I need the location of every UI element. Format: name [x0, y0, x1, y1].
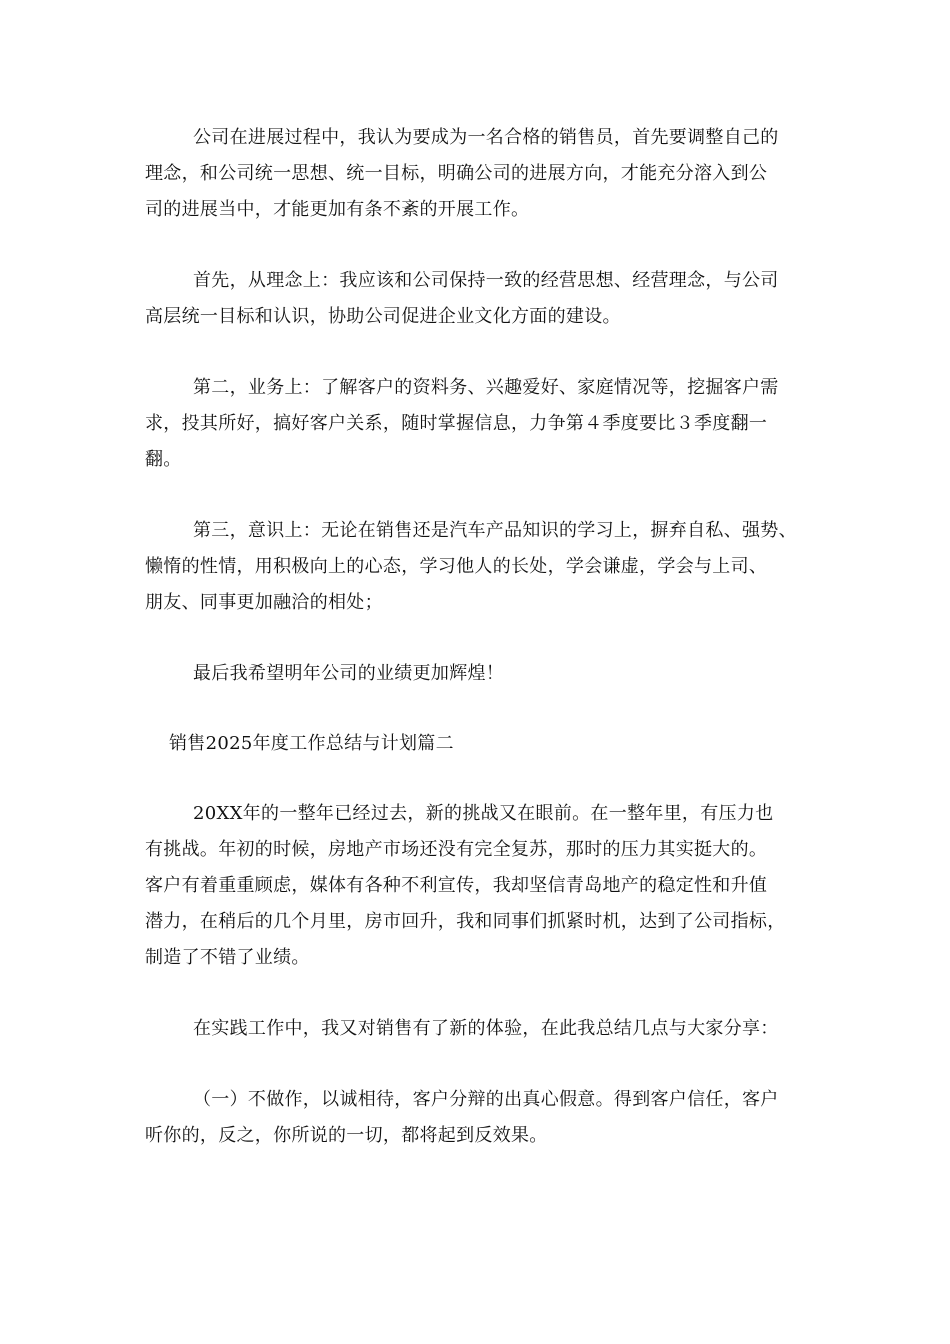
text-line: （一）不做作，以诚相待，客户分辩的出真心假意。得到客户信任，客户 — [193, 1089, 779, 1110]
text-line: 懒惰的性情，用积极向上的心态，学习他人的长处，学会谦虚，学会与上司、 — [145, 556, 768, 577]
text-line: 首先，从理念上：我应该和公司保持一致的经营思想、经营理念，与公司 — [193, 270, 779, 291]
text-line: 制造了不错了业绩。 — [145, 947, 310, 968]
text-line: 朋友、同事更加融洽的相处； — [145, 592, 383, 613]
text-line: 潜力，在稍后的几个月里，房市回升，我和同事们抓紧时机，达到了公司指标， — [145, 911, 786, 932]
section-heading: 销售2025年度工作总结与计划篇二 — [169, 733, 454, 754]
text-line: 听你的，反之，你所说的一切，都将起到反效果。 — [145, 1125, 548, 1146]
text-line: 客户有着重重顾虑，媒体有各种不利宣传，我却坚信青岛地产的稳定性和升值 — [145, 875, 768, 896]
text-line: 第二，业务上：了解客户的资料务、兴趣爱好、家庭情况等，挖掘客户需 — [193, 377, 779, 398]
text-line: 在实践工作中，我又对销售有了新的体验，在此我总结几点与大家分享： — [193, 1018, 779, 1039]
text-line: 翻。 — [145, 449, 182, 470]
text-line: 第三，意识上：无论在销售还是汽车产品知识的学习上，摒弃自私、强势、 — [193, 520, 797, 541]
text-line: 高层统一目标和认识，协助公司促进企业文化方面的建设。 — [145, 306, 621, 327]
text-line: 理念，和公司统一思想、统一目标，明确公司的进展方向，才能充分溶入到公 — [145, 163, 768, 184]
text-line: 司的进展当中，才能更加有条不紊的开展工作。 — [145, 199, 530, 220]
text-line: 20XX年的一整年已经过去，新的挑战又在眼前。在一整年里，有压力也 — [193, 803, 774, 824]
text-line: 公司在进展过程中，我认为要成为一名合格的销售员，首先要调整自己的 — [193, 127, 779, 148]
text-line: 最后我希望明年公司的业绩更加辉煌！ — [193, 663, 505, 684]
text-line: 有挑战。年初的时候，房地产市场还没有完全复苏，那时的压力其实挺大的。 — [145, 839, 768, 860]
text-line: 求，投其所好，搞好客户关系，随时掌握信息，力争第４季度要比３季度翻一 — [145, 413, 768, 434]
